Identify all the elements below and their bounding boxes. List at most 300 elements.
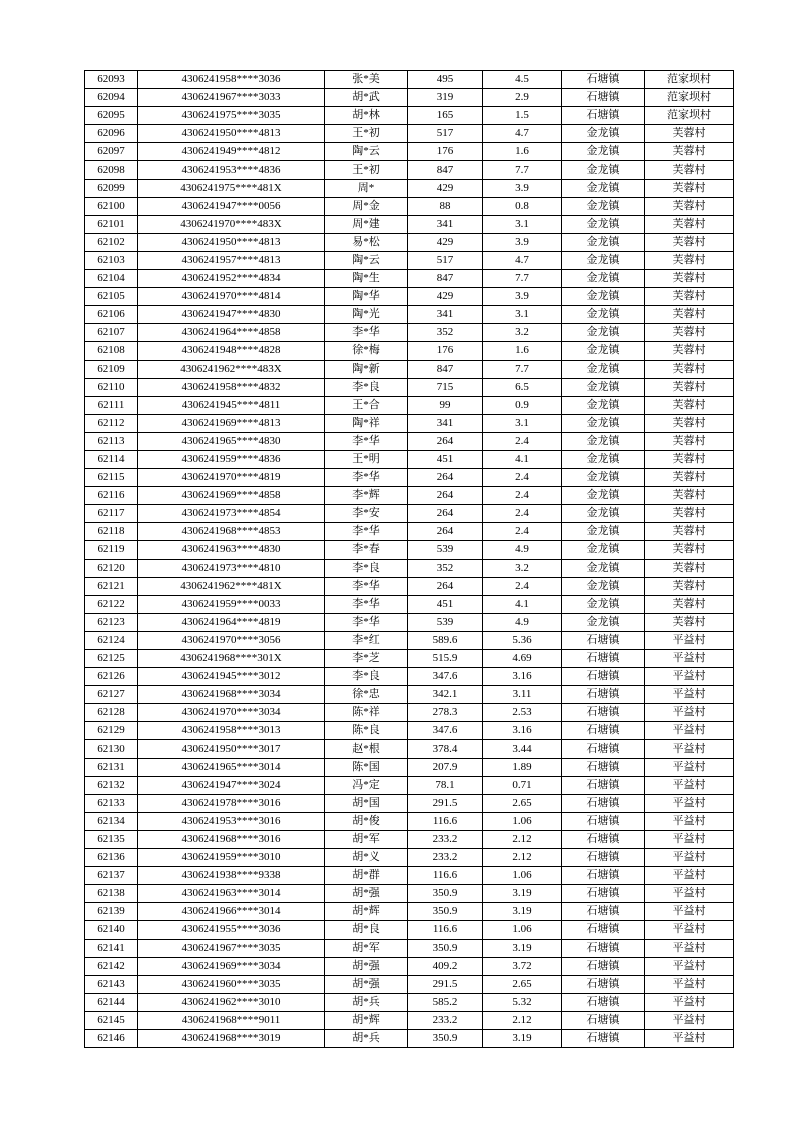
cell-percent: 3.1 xyxy=(483,215,562,233)
table-row xyxy=(85,288,734,306)
cell-amount: 264 xyxy=(408,505,483,523)
cell-percent: 2.4 xyxy=(483,487,562,505)
cell-name: 胡*辉 xyxy=(325,903,408,921)
cell-name: 赵*根 xyxy=(325,740,408,758)
cell-serial: 62133 xyxy=(85,794,138,812)
cell-town: 金龙镇 xyxy=(562,450,645,468)
cell-percent: 3.19 xyxy=(483,939,562,957)
cell-percent: 3.19 xyxy=(483,903,562,921)
cell-serial: 62129 xyxy=(85,722,138,740)
cell-town: 石塘镇 xyxy=(562,704,645,722)
cell-name: 徐*梅 xyxy=(325,342,408,360)
cell-name: 胡*强 xyxy=(325,957,408,975)
table-row xyxy=(85,342,734,360)
cell-village: 平益村 xyxy=(645,631,734,649)
cell-amount: 291.5 xyxy=(408,794,483,812)
table-row xyxy=(85,324,734,342)
cell-amount: 378.4 xyxy=(408,740,483,758)
cell-percent: 1.06 xyxy=(483,921,562,939)
cell-amount: 429 xyxy=(408,233,483,251)
cell-serial: 62115 xyxy=(85,469,138,487)
cell-id-number: 4306241968****3034 xyxy=(138,686,325,704)
cell-village: 平益村 xyxy=(645,1029,734,1047)
cell-serial: 62123 xyxy=(85,613,138,631)
cell-name: 李*良 xyxy=(325,559,408,577)
cell-id-number: 4306241957****4813 xyxy=(138,251,325,269)
cell-amount: 233.2 xyxy=(408,830,483,848)
cell-town: 金龙镇 xyxy=(562,577,645,595)
cell-percent: 3.9 xyxy=(483,233,562,251)
cell-serial: 62126 xyxy=(85,668,138,686)
table-row xyxy=(85,957,734,975)
cell-serial: 62102 xyxy=(85,233,138,251)
cell-id-number: 4306241955****3036 xyxy=(138,921,325,939)
cell-percent: 4.1 xyxy=(483,450,562,468)
cell-name: 李*华 xyxy=(325,432,408,450)
cell-name: 陶*祥 xyxy=(325,414,408,432)
cell-name: 胡*辉 xyxy=(325,1011,408,1029)
cell-percent: 2.53 xyxy=(483,704,562,722)
cell-town: 金龙镇 xyxy=(562,559,645,577)
table-row xyxy=(85,197,734,215)
cell-town: 金龙镇 xyxy=(562,613,645,631)
cell-serial: 62093 xyxy=(85,71,138,89)
cell-amount: 847 xyxy=(408,360,483,378)
cell-serial: 62119 xyxy=(85,541,138,559)
cell-percent: 2.4 xyxy=(483,505,562,523)
cell-serial: 62105 xyxy=(85,288,138,306)
cell-village: 范家坝村 xyxy=(645,89,734,107)
cell-amount: 116.6 xyxy=(408,921,483,939)
cell-name: 陈*祥 xyxy=(325,704,408,722)
cell-id-number: 4306241959****3010 xyxy=(138,849,325,867)
cell-town: 石塘镇 xyxy=(562,686,645,704)
cell-amount: 264 xyxy=(408,523,483,541)
cell-town: 石塘镇 xyxy=(562,957,645,975)
cell-serial: 62096 xyxy=(85,125,138,143)
cell-id-number: 4306241966****3014 xyxy=(138,903,325,921)
cell-id-number: 4306241959****0033 xyxy=(138,595,325,613)
table-row xyxy=(85,143,734,161)
cell-id-number: 4306241952****4834 xyxy=(138,270,325,288)
cell-town: 石塘镇 xyxy=(562,631,645,649)
table-row xyxy=(85,903,734,921)
cell-serial: 62117 xyxy=(85,505,138,523)
cell-amount: 176 xyxy=(408,143,483,161)
cell-town: 石塘镇 xyxy=(562,668,645,686)
cell-amount: 88 xyxy=(408,197,483,215)
cell-id-number: 4306241968****9011 xyxy=(138,1011,325,1029)
cell-town: 石塘镇 xyxy=(562,71,645,89)
cell-percent: 1.06 xyxy=(483,812,562,830)
cell-id-number: 4306241962****481X xyxy=(138,577,325,595)
table-row xyxy=(85,414,734,432)
cell-percent: 1.89 xyxy=(483,758,562,776)
cell-name: 张*美 xyxy=(325,71,408,89)
cell-village: 平益村 xyxy=(645,993,734,1011)
cell-town: 金龙镇 xyxy=(562,233,645,251)
cell-percent: 3.9 xyxy=(483,179,562,197)
cell-serial: 62145 xyxy=(85,1011,138,1029)
cell-village: 平益村 xyxy=(645,722,734,740)
cell-name: 胡*军 xyxy=(325,939,408,957)
cell-town: 石塘镇 xyxy=(562,812,645,830)
cell-name: 李*辉 xyxy=(325,487,408,505)
cell-percent: 0.71 xyxy=(483,776,562,794)
cell-town: 金龙镇 xyxy=(562,378,645,396)
cell-serial: 62112 xyxy=(85,414,138,432)
cell-village: 芙蓉村 xyxy=(645,143,734,161)
cell-serial: 62131 xyxy=(85,758,138,776)
cell-village: 平益村 xyxy=(645,650,734,668)
cell-town: 石塘镇 xyxy=(562,776,645,794)
table-row xyxy=(85,523,734,541)
cell-id-number: 4306241965****4830 xyxy=(138,432,325,450)
table-row xyxy=(85,613,734,631)
cell-town: 金龙镇 xyxy=(562,523,645,541)
cell-percent: 5.36 xyxy=(483,631,562,649)
cell-percent: 1.6 xyxy=(483,342,562,360)
cell-name: 胡*军 xyxy=(325,830,408,848)
cell-serial: 62146 xyxy=(85,1029,138,1047)
cell-amount: 350.9 xyxy=(408,903,483,921)
cell-village: 芙蓉村 xyxy=(645,505,734,523)
cell-percent: 7.7 xyxy=(483,270,562,288)
cell-percent: 2.65 xyxy=(483,975,562,993)
cell-name: 周*建 xyxy=(325,215,408,233)
cell-village: 平益村 xyxy=(645,668,734,686)
cell-town: 金龙镇 xyxy=(562,270,645,288)
cell-id-number: 4306241969****4813 xyxy=(138,414,325,432)
table-row xyxy=(85,469,734,487)
cell-village: 芙蓉村 xyxy=(645,577,734,595)
cell-amount: 517 xyxy=(408,125,483,143)
cell-percent: 0.9 xyxy=(483,396,562,414)
cell-amount: 517 xyxy=(408,251,483,269)
cell-percent: 2.4 xyxy=(483,469,562,487)
table-row xyxy=(85,722,734,740)
cell-percent: 2.65 xyxy=(483,794,562,812)
cell-village: 平益村 xyxy=(645,704,734,722)
cell-village: 平益村 xyxy=(645,686,734,704)
table-row xyxy=(85,740,734,758)
cell-percent: 2.12 xyxy=(483,849,562,867)
table-row xyxy=(85,1029,734,1047)
cell-town: 石塘镇 xyxy=(562,885,645,903)
cell-amount: 589.6 xyxy=(408,631,483,649)
cell-town: 石塘镇 xyxy=(562,830,645,848)
cell-town: 石塘镇 xyxy=(562,993,645,1011)
cell-percent: 3.9 xyxy=(483,288,562,306)
table-row xyxy=(85,812,734,830)
cell-town: 金龙镇 xyxy=(562,505,645,523)
cell-name: 王*初 xyxy=(325,125,408,143)
cell-id-number: 4306241962****3010 xyxy=(138,993,325,1011)
table-row xyxy=(85,830,734,848)
cell-percent: 2.4 xyxy=(483,432,562,450)
cell-name: 陈*良 xyxy=(325,722,408,740)
cell-amount: 264 xyxy=(408,487,483,505)
cell-serial: 62100 xyxy=(85,197,138,215)
cell-village: 芙蓉村 xyxy=(645,161,734,179)
cell-village: 范家坝村 xyxy=(645,71,734,89)
cell-amount: 451 xyxy=(408,450,483,468)
table-row xyxy=(85,432,734,450)
table-row xyxy=(85,505,734,523)
cell-village: 平益村 xyxy=(645,776,734,794)
cell-amount: 847 xyxy=(408,270,483,288)
table-row xyxy=(85,921,734,939)
cell-town: 金龙镇 xyxy=(562,342,645,360)
cell-village: 芙蓉村 xyxy=(645,125,734,143)
cell-id-number: 4306241967****3033 xyxy=(138,89,325,107)
cell-town: 石塘镇 xyxy=(562,939,645,957)
cell-id-number: 4306241973****4810 xyxy=(138,559,325,577)
cell-id-number: 4306241950****3017 xyxy=(138,740,325,758)
cell-name: 胡*兵 xyxy=(325,1029,408,1047)
cell-percent: 4.9 xyxy=(483,613,562,631)
cell-percent: 4.1 xyxy=(483,595,562,613)
cell-percent: 3.16 xyxy=(483,722,562,740)
cell-name: 胡*良 xyxy=(325,921,408,939)
table-row xyxy=(85,306,734,324)
cell-serial: 62120 xyxy=(85,559,138,577)
cell-id-number: 4306241975****481X xyxy=(138,179,325,197)
cell-amount: 409.2 xyxy=(408,957,483,975)
cell-name: 胡*强 xyxy=(325,975,408,993)
table-row xyxy=(85,849,734,867)
cell-serial: 62138 xyxy=(85,885,138,903)
cell-serial: 62118 xyxy=(85,523,138,541)
cell-town: 石塘镇 xyxy=(562,107,645,125)
cell-name: 徐*忠 xyxy=(325,686,408,704)
table-row xyxy=(85,650,734,668)
cell-village: 平益村 xyxy=(645,849,734,867)
cell-town: 金龙镇 xyxy=(562,541,645,559)
cell-name: 王*合 xyxy=(325,396,408,414)
table-row xyxy=(85,71,734,89)
table-row xyxy=(85,270,734,288)
cell-village: 平益村 xyxy=(645,758,734,776)
table-row xyxy=(85,450,734,468)
cell-serial: 62122 xyxy=(85,595,138,613)
cell-name: 李*华 xyxy=(325,523,408,541)
cell-id-number: 4306241947****0056 xyxy=(138,197,325,215)
cell-serial: 62132 xyxy=(85,776,138,794)
cell-village: 芙蓉村 xyxy=(645,414,734,432)
table-row xyxy=(85,577,734,595)
cell-id-number: 4306241938****9338 xyxy=(138,867,325,885)
cell-serial: 62114 xyxy=(85,450,138,468)
cell-amount: 264 xyxy=(408,577,483,595)
cell-serial: 62141 xyxy=(85,939,138,957)
table-row xyxy=(85,776,734,794)
cell-serial: 62128 xyxy=(85,704,138,722)
table-row xyxy=(85,939,734,957)
cell-village: 芙蓉村 xyxy=(645,306,734,324)
cell-amount: 291.5 xyxy=(408,975,483,993)
cell-id-number: 4306241959****4836 xyxy=(138,450,325,468)
cell-village: 芙蓉村 xyxy=(645,179,734,197)
cell-town: 石塘镇 xyxy=(562,975,645,993)
cell-id-number: 4306241947****3024 xyxy=(138,776,325,794)
cell-town: 石塘镇 xyxy=(562,921,645,939)
cell-village: 芙蓉村 xyxy=(645,613,734,631)
cell-id-number: 4306241970****483X xyxy=(138,215,325,233)
cell-amount: 278.3 xyxy=(408,704,483,722)
cell-id-number: 4306241950****4813 xyxy=(138,233,325,251)
cell-percent: 2.4 xyxy=(483,577,562,595)
cell-percent: 7.7 xyxy=(483,360,562,378)
cell-id-number: 4306241949****4812 xyxy=(138,143,325,161)
table-row xyxy=(85,251,734,269)
table-row xyxy=(85,794,734,812)
cell-amount: 116.6 xyxy=(408,812,483,830)
cell-town: 金龙镇 xyxy=(562,432,645,450)
cell-name: 易*松 xyxy=(325,233,408,251)
cell-name: 李*华 xyxy=(325,613,408,631)
cell-name: 胡*国 xyxy=(325,794,408,812)
cell-amount: 350.9 xyxy=(408,939,483,957)
cell-percent: 2.9 xyxy=(483,89,562,107)
cell-amount: 341 xyxy=(408,414,483,432)
cell-amount: 99 xyxy=(408,396,483,414)
cell-village: 芙蓉村 xyxy=(645,270,734,288)
cell-village: 芙蓉村 xyxy=(645,324,734,342)
cell-town: 金龙镇 xyxy=(562,215,645,233)
cell-id-number: 4306241969****3034 xyxy=(138,957,325,975)
cell-name: 陶*华 xyxy=(325,288,408,306)
cell-name: 周*金 xyxy=(325,197,408,215)
cell-amount: 347.6 xyxy=(408,722,483,740)
cell-name: 李*华 xyxy=(325,469,408,487)
cell-name: 李*华 xyxy=(325,595,408,613)
cell-name: 李*华 xyxy=(325,324,408,342)
cell-id-number: 4306241965****3014 xyxy=(138,758,325,776)
cell-town: 石塘镇 xyxy=(562,89,645,107)
cell-percent: 3.44 xyxy=(483,740,562,758)
cell-id-number: 4306241945****3012 xyxy=(138,668,325,686)
cell-id-number: 4306241950****4813 xyxy=(138,125,325,143)
cell-id-number: 4306241969****4858 xyxy=(138,487,325,505)
cell-amount: 207.9 xyxy=(408,758,483,776)
cell-amount: 78.1 xyxy=(408,776,483,794)
beneficiary-table xyxy=(84,70,734,1048)
cell-village: 芙蓉村 xyxy=(645,251,734,269)
cell-serial: 62139 xyxy=(85,903,138,921)
cell-town: 金龙镇 xyxy=(562,487,645,505)
cell-town: 石塘镇 xyxy=(562,722,645,740)
cell-town: 石塘镇 xyxy=(562,1011,645,1029)
cell-id-number: 4306241958****4832 xyxy=(138,378,325,396)
cell-percent: 7.7 xyxy=(483,161,562,179)
cell-amount: 539 xyxy=(408,541,483,559)
cell-village: 芙蓉村 xyxy=(645,487,734,505)
cell-id-number: 4306241953****4836 xyxy=(138,161,325,179)
cell-id-number: 4306241962****483X xyxy=(138,360,325,378)
cell-town: 石塘镇 xyxy=(562,650,645,668)
cell-amount: 350.9 xyxy=(408,1029,483,1047)
cell-percent: 2.12 xyxy=(483,830,562,848)
cell-amount: 451 xyxy=(408,595,483,613)
cell-amount: 429 xyxy=(408,288,483,306)
cell-serial: 62098 xyxy=(85,161,138,179)
cell-amount: 165 xyxy=(408,107,483,125)
cell-village: 平益村 xyxy=(645,1011,734,1029)
cell-name: 胡*林 xyxy=(325,107,408,125)
cell-village: 芙蓉村 xyxy=(645,541,734,559)
cell-town: 石塘镇 xyxy=(562,867,645,885)
cell-amount: 350.9 xyxy=(408,885,483,903)
cell-amount: 233.2 xyxy=(408,1011,483,1029)
cell-id-number: 4306241973****4854 xyxy=(138,505,325,523)
cell-village: 平益村 xyxy=(645,830,734,848)
cell-percent: 3.2 xyxy=(483,324,562,342)
cell-village: 平益村 xyxy=(645,812,734,830)
table-row xyxy=(85,89,734,107)
cell-serial: 62127 xyxy=(85,686,138,704)
table-body xyxy=(85,71,734,1048)
cell-id-number: 4306241960****3035 xyxy=(138,975,325,993)
cell-town: 石塘镇 xyxy=(562,849,645,867)
cell-name: 陶*云 xyxy=(325,143,408,161)
cell-town: 金龙镇 xyxy=(562,143,645,161)
table-row xyxy=(85,885,734,903)
cell-percent: 3.2 xyxy=(483,559,562,577)
cell-amount: 264 xyxy=(408,469,483,487)
table-row xyxy=(85,161,734,179)
cell-village: 范家坝村 xyxy=(645,107,734,125)
table-row xyxy=(85,1011,734,1029)
cell-town: 金龙镇 xyxy=(562,161,645,179)
cell-name: 胡*武 xyxy=(325,89,408,107)
cell-name: 陶*生 xyxy=(325,270,408,288)
cell-name: 李*华 xyxy=(325,577,408,595)
cell-serial: 62125 xyxy=(85,650,138,668)
cell-id-number: 4306241947****4830 xyxy=(138,306,325,324)
cell-serial: 62103 xyxy=(85,251,138,269)
cell-name: 胡*义 xyxy=(325,849,408,867)
cell-id-number: 4306241978****3016 xyxy=(138,794,325,812)
cell-name: 李*春 xyxy=(325,541,408,559)
cell-town: 金龙镇 xyxy=(562,595,645,613)
cell-percent: 3.1 xyxy=(483,306,562,324)
cell-town: 石塘镇 xyxy=(562,903,645,921)
cell-town: 金龙镇 xyxy=(562,306,645,324)
cell-name: 陈*国 xyxy=(325,758,408,776)
cell-name: 王*明 xyxy=(325,450,408,468)
cell-town: 金龙镇 xyxy=(562,288,645,306)
cell-amount: 515.9 xyxy=(408,650,483,668)
cell-name: 周* xyxy=(325,179,408,197)
cell-id-number: 4306241968****3016 xyxy=(138,830,325,848)
cell-village: 平益村 xyxy=(645,921,734,939)
cell-id-number: 4306241945****4811 xyxy=(138,396,325,414)
cell-name: 胡*群 xyxy=(325,867,408,885)
table-row xyxy=(85,631,734,649)
table-row xyxy=(85,993,734,1011)
cell-village: 平益村 xyxy=(645,957,734,975)
cell-village: 芙蓉村 xyxy=(645,559,734,577)
cell-town: 金龙镇 xyxy=(562,197,645,215)
cell-serial: 62106 xyxy=(85,306,138,324)
cell-id-number: 4306241970****3034 xyxy=(138,704,325,722)
cell-village: 芙蓉村 xyxy=(645,342,734,360)
cell-id-number: 4306241953****3016 xyxy=(138,812,325,830)
cell-serial: 62108 xyxy=(85,342,138,360)
cell-percent: 3.72 xyxy=(483,957,562,975)
table-row xyxy=(85,125,734,143)
